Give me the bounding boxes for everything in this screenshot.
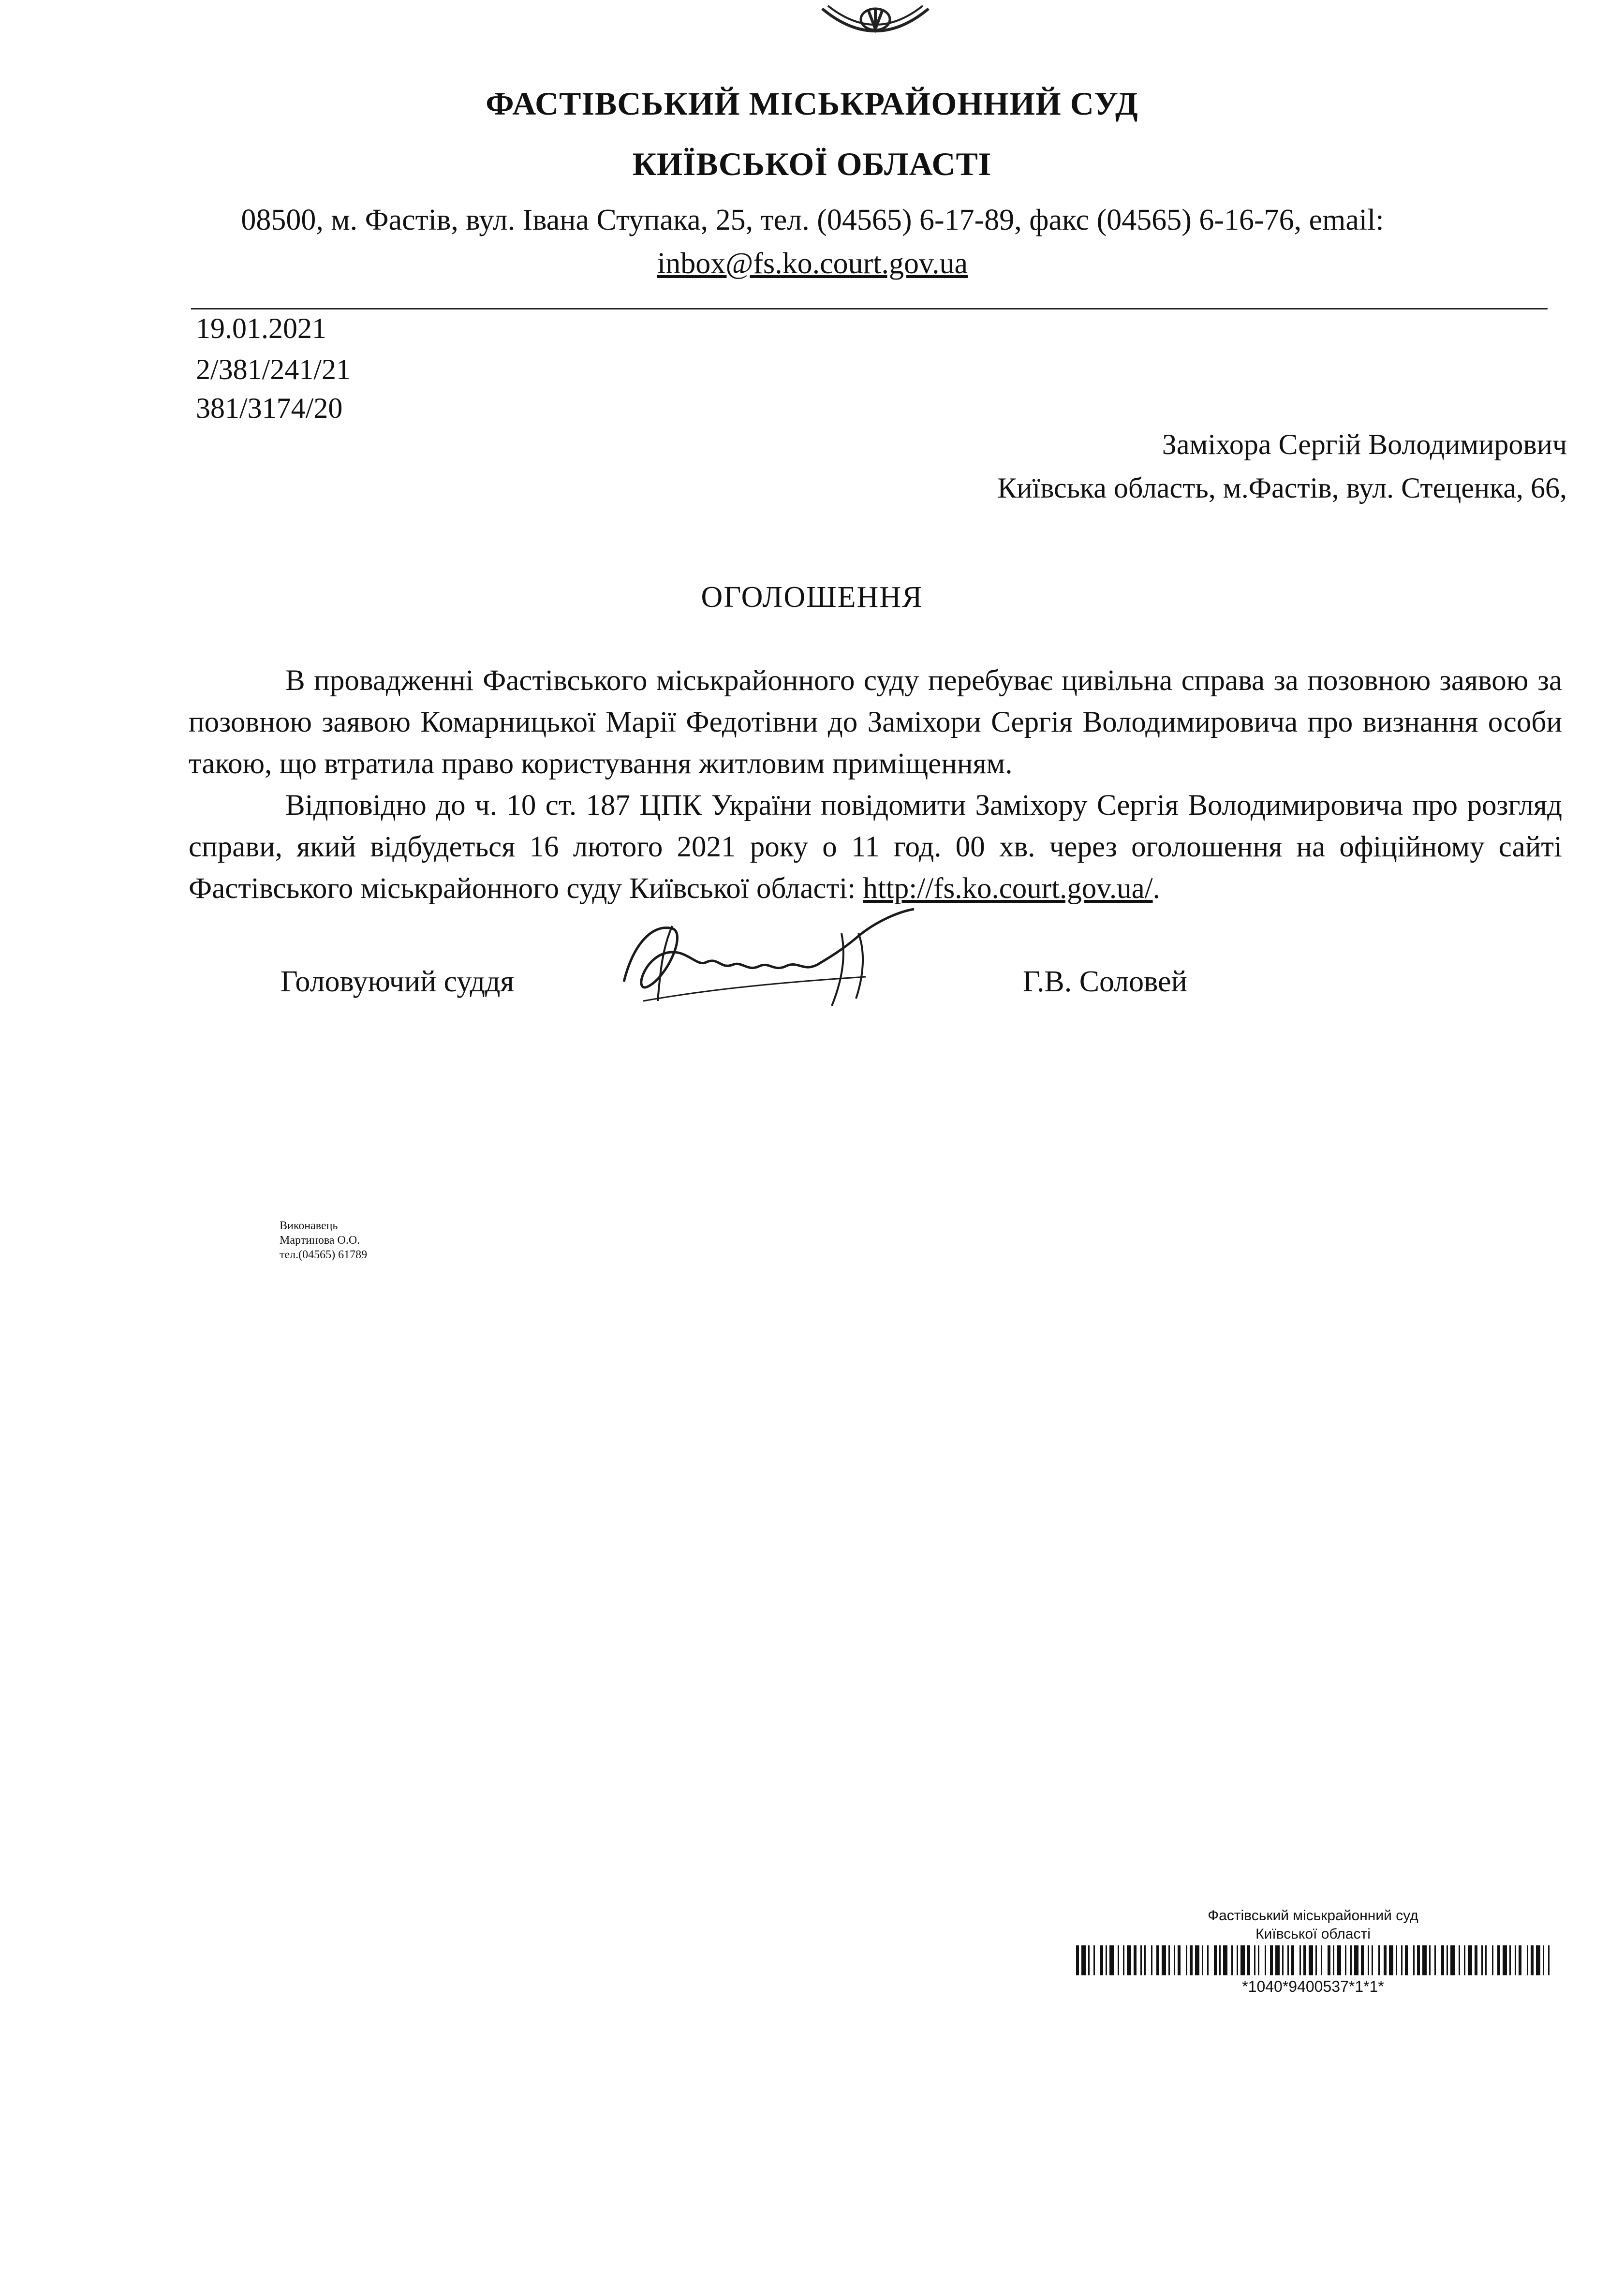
document-body — [189, 660, 1562, 910]
barcode-bar — [1109, 1945, 1114, 1975]
barcode-bar — [1174, 1945, 1175, 1975]
barcode-bar — [1144, 1945, 1146, 1975]
barcode-bar — [1123, 1945, 1124, 1975]
barcode-bar — [1503, 1945, 1507, 1975]
barcode-bar — [1405, 1945, 1408, 1975]
barcode-bar — [1481, 1945, 1483, 1975]
recipient-address: Київська область, м.Фастів, вул. Стеценка, 66, — [997, 472, 1567, 504]
barcode-bar — [1106, 1945, 1107, 1975]
barcode-bar — [1321, 1945, 1322, 1975]
body-paragraph-2-text: Відповідно до ч. 10 ст. 187 ЦПК України повідомити Заміхору Сергія Володимировича про розгляд справи, який відбудеться 16 лютого 2021 року о 11 год. 00 хв. через оголошення на офіційному сайті Фастівського міськрайонного суду Київської області: — [189, 789, 1562, 905]
barcode-bar — [1384, 1945, 1387, 1975]
barcode-bar — [1214, 1945, 1217, 1975]
barcode-bar — [1207, 1945, 1209, 1975]
barcode-bar — [1088, 1945, 1090, 1975]
barcode-bar — [1368, 1945, 1369, 1975]
barcode-bar — [1354, 1945, 1358, 1975]
barcode-bar — [1231, 1945, 1233, 1975]
barcode-bar — [1190, 1945, 1193, 1975]
stamp-court-region: Київської області — [1255, 1926, 1371, 1942]
barcode-bar — [1413, 1945, 1415, 1975]
barcode-bar — [1350, 1945, 1352, 1975]
barcode-bar — [1254, 1945, 1255, 1975]
barcode-bar — [1127, 1945, 1131, 1975]
document-title: ОГОЛОШЕННЯ — [701, 581, 923, 614]
barcode-bar — [1303, 1945, 1306, 1975]
barcode-bar — [1337, 1945, 1341, 1975]
judge-role: Головуючий суддя — [281, 965, 515, 998]
barcode-bar — [1543, 1945, 1544, 1975]
barcode-bar — [1315, 1945, 1317, 1975]
barcode-bar — [1396, 1945, 1397, 1975]
executor-phone: тел.(04565) 61789 — [280, 1249, 368, 1261]
barcode-bar — [1151, 1945, 1152, 1975]
barcode-bar — [1282, 1945, 1284, 1975]
barcode-bar — [1162, 1945, 1166, 1975]
barcode-bar — [1536, 1945, 1540, 1975]
barcode-bar — [1515, 1945, 1516, 1975]
stamp-court-name: Фастівський міськрайонний суд — [1208, 1908, 1418, 1924]
barcode-bar — [1434, 1945, 1436, 1975]
court-email-link[interactable]: inbox@fs.ko.court.gov.ua — [657, 247, 968, 280]
court-website-link[interactable]: http://fs.ko.court.gov.ua/ — [863, 872, 1153, 905]
body-paragraph-2 — [189, 785, 1562, 910]
barcode-bar — [1328, 1945, 1330, 1975]
barcode-bar — [1178, 1945, 1181, 1975]
barcode-bar — [1429, 1945, 1431, 1975]
barcode-bar — [1447, 1945, 1448, 1975]
handwritten-signature — [614, 904, 924, 1015]
barcode-bar — [1389, 1945, 1393, 1975]
executor-label: Виконавець — [280, 1220, 338, 1232]
barcode-bar — [1361, 1945, 1364, 1975]
case-number-internal: 2/381/241/21 — [196, 353, 351, 385]
barcode-bar — [1417, 1945, 1420, 1975]
barcode-bar — [1270, 1945, 1273, 1975]
barcode-bar — [1140, 1945, 1142, 1975]
barcode-bar — [1548, 1945, 1550, 1975]
barcode-bar — [1509, 1945, 1511, 1975]
court-name: ФАСТІВСЬКИЙ МІСЬКРАЙОННИЙ СУД — [486, 85, 1138, 122]
recipient-name: Заміхора Сергій Володимирович — [1162, 428, 1567, 460]
executor-name: Мартинова О.О. — [280, 1234, 360, 1247]
barcode-bar — [1345, 1945, 1346, 1975]
barcode-bar — [1401, 1945, 1403, 1975]
barcode-bar — [1219, 1945, 1221, 1975]
barcode-bar — [1333, 1945, 1334, 1975]
barcode-bar — [1378, 1945, 1380, 1975]
judge-name: Г.В. Соловей — [1023, 965, 1187, 998]
barcode-bar — [1247, 1945, 1250, 1975]
barcode-bar — [1118, 1945, 1119, 1975]
barcode-bar — [1468, 1945, 1472, 1975]
court-address-line: 08500, м. Фастів, вул. Івана Ступака, 25, тел. (04565) 6-17-89, факс (04565) 6-16-76, email: — [241, 204, 1384, 236]
barcode-bar — [1240, 1945, 1245, 1975]
barcode-bar — [1223, 1945, 1227, 1975]
barcode-bar — [1081, 1945, 1086, 1975]
barcode-bar — [1485, 1945, 1487, 1975]
barcode-bar — [1100, 1945, 1103, 1975]
barcode-bar — [1265, 1945, 1266, 1975]
barcode-bar — [1475, 1945, 1477, 1975]
barcode-bar — [1309, 1945, 1313, 1975]
case-number: 381/3174/20 — [196, 392, 343, 424]
barcode-bar — [1195, 1945, 1199, 1975]
court-contact-info — [184, 198, 1441, 285]
barcode — [1071, 1945, 1555, 1975]
barcode-bar — [1531, 1945, 1534, 1975]
executor-info — [280, 1219, 367, 1262]
barcode-bar — [1093, 1945, 1095, 1975]
coat-of-arms-emblem — [817, 0, 933, 46]
court-region: КИЇВСЬКОЇ ОБЛАСТІ — [632, 146, 992, 182]
barcode-bar — [1076, 1945, 1079, 1975]
document-date: 19.01.2021 — [196, 312, 326, 344]
barcode-bar — [1422, 1945, 1427, 1975]
barcode-bar — [1156, 1945, 1159, 1975]
barcode-bar — [1441, 1945, 1444, 1975]
barcode-bar — [1497, 1945, 1500, 1975]
barcode-bar — [1492, 1945, 1493, 1975]
barcode-bar — [1464, 1945, 1465, 1975]
barcode-bar — [1186, 1945, 1187, 1975]
barcode-bar — [1258, 1945, 1259, 1975]
barcode-number: *1040*9400537*1*1* — [1242, 1978, 1384, 1995]
barcode-bar — [1527, 1945, 1528, 1975]
barcode-bar — [1202, 1945, 1203, 1975]
barcode-bar — [1450, 1945, 1455, 1975]
barcode-bar — [1519, 1945, 1521, 1975]
header-divider — [191, 308, 1548, 309]
barcode-bar — [1291, 1945, 1294, 1975]
body-paragraph-2-end: . — [1152, 872, 1160, 905]
barcode-bar — [1168, 1945, 1170, 1975]
barcode-bar — [1275, 1945, 1280, 1975]
barcode-bar — [1372, 1945, 1373, 1975]
body-paragraph-1: В провадженні Фастівського міськрайонного суду перебуває цивільна справа за позовною заявою за позовною заявою Комарницької Марії Федотівни до Заміхори Сергія Володимировича про визнання особи такою, що втратила право користування житловим приміщенням. — [189, 664, 1562, 780]
barcode-bar — [1459, 1945, 1460, 1975]
barcode-bar — [1287, 1945, 1289, 1975]
barcode-bar — [1134, 1945, 1137, 1975]
barcode-bar — [1299, 1945, 1301, 1975]
barcode-bar — [1237, 1945, 1238, 1975]
